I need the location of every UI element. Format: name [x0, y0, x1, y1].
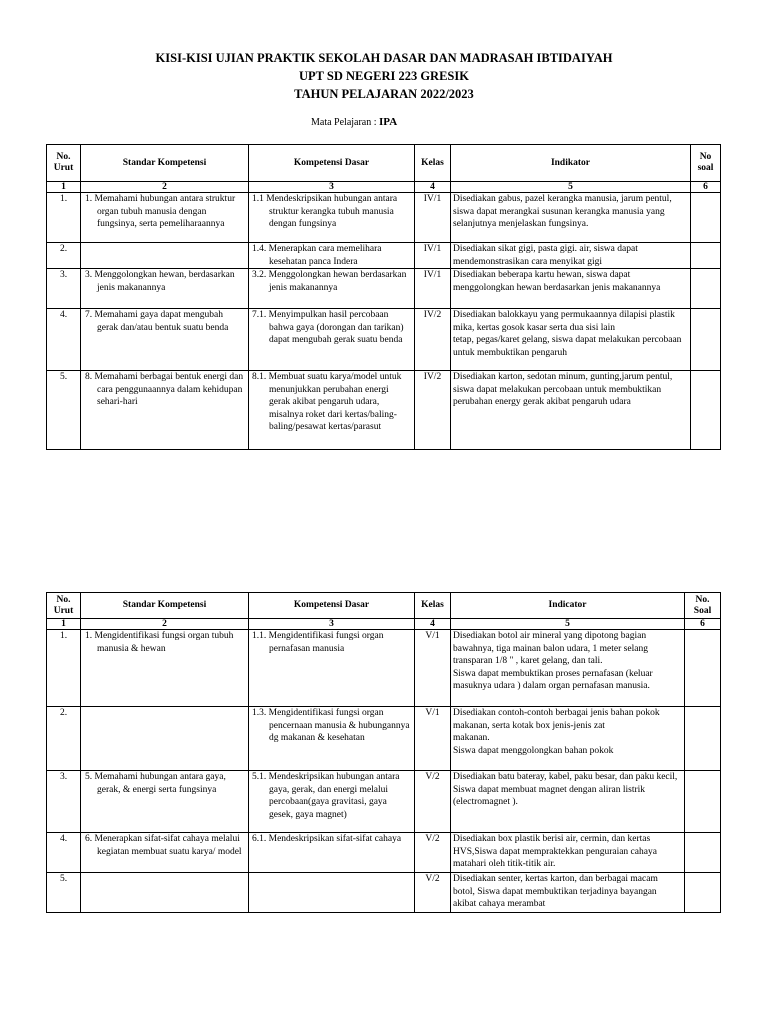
column-number: 6	[685, 619, 721, 630]
row-indikator: Disediakan sikat gigi, pasta gigi. air, siswa dapat mendemonstrasikan cara menyikat gigi	[451, 243, 691, 269]
row-kompetensi-dasar: 3.2. Menggolongkan hewan berdasarkan jenis makanannya	[249, 269, 415, 309]
row-kompetensi-dasar: 5.1. Mendeskripsikan hubungan antara gaya, gerak, dan energi melalui percobaan(gaya gravitasi, gaya gesek, gaya magnet)	[249, 771, 415, 833]
row-kelas: V/1	[415, 630, 451, 707]
header-kelas: Kelas	[415, 145, 451, 182]
row-indikator: Disediakan gabus, pazel kerangka manusia, jarum pentul, siswa dapat merangkai susunan kerangka manusia yang selanjutnya menjelaskan fungsinya.	[451, 193, 691, 243]
table-row	[47, 630, 721, 707]
row-no-soal	[685, 707, 721, 771]
column-number: 4	[415, 619, 451, 630]
table-row	[47, 309, 721, 371]
row-indikator: Disediakan karton, sedotan minum, gunting,jarum pentul, siswa dapat melakukan percobaan untuk membuktikan perubahan energy gerak akibat pengaruh udara	[451, 371, 691, 450]
column-number: 1	[47, 619, 81, 630]
row-no: 5.	[47, 371, 81, 450]
table-row	[47, 371, 721, 450]
header-no-urut: No. Urut	[47, 593, 81, 619]
header-kompetensi-dasar: Kompetensi Dasar	[249, 593, 415, 619]
row-standar-kompetensi: 7. Memahami gaya dapat mengubah gerak dan/atau bentuk suatu benda	[81, 309, 249, 371]
row-no-soal	[691, 371, 721, 450]
row-no-soal	[691, 269, 721, 309]
header-indicator: Indicator	[451, 593, 685, 619]
header-no-soal: No. Soal	[685, 593, 721, 619]
column-number-row	[47, 182, 721, 193]
row-indikator: Disediakan balokkayu yang permukaannya dilapisi plastik mika, kertas gosok kasar serta dua sisi lain tetap, pegas/karet gelang, siswa dapat melakukan percobaan untuk membuktikan pengaruh	[451, 309, 691, 371]
header-standar-kompetensi: Standar Kompetensi	[81, 593, 249, 619]
row-no: 2.	[47, 243, 81, 269]
row-standar-kompetensi: 1. Mengidentifikasi fungsi organ tubuh manusia & hewan	[81, 630, 249, 707]
row-no-soal	[685, 873, 721, 913]
header-standar-kompetensi: Standar Kompetensi	[81, 145, 249, 182]
row-standar-kompetensi: 5. Memahami hubungan antara gaya, gerak, & energi serta fungsinya	[81, 771, 249, 833]
row-kompetensi-dasar: 1.1. Mengidentifikasi fungsi organ pernafasan manusia	[249, 630, 415, 707]
row-no: 1.	[47, 630, 81, 707]
row-kompetensi-dasar: 1.3. Mengidentifikasi fungsi organ pencernaan manusia & hubungannya dg makanan & kesehatan	[249, 707, 415, 771]
table-header-row	[47, 593, 721, 619]
column-number: 6	[691, 182, 721, 193]
kisi-kisi-table-1	[46, 144, 721, 450]
row-standar-kompetensi	[81, 243, 249, 269]
table-row	[47, 193, 721, 243]
row-kompetensi-dasar	[249, 873, 415, 913]
row-indikator: Disediakan beberapa kartu hewan, siswa dapat menggolongkan hewan berdasarkan jenis makanannya	[451, 269, 691, 309]
row-indikator: Disediakan batu bateray, kabel, paku besar, dan paku kecil, Siswa dapat membuat magnet dengan aliran listrik (electromagnet ).	[451, 771, 685, 833]
subject-value: IPA	[379, 116, 398, 128]
row-standar-kompetensi: 6. Menerapkan sifat-sifat cahaya melalui kegiatan membuat suatu karya/ model	[81, 833, 249, 873]
row-kelas: IV/1	[415, 193, 451, 243]
table-row	[47, 243, 721, 269]
column-number: 4	[415, 182, 451, 193]
title-line-1: KISI-KISI UJIAN PRAKTIK SEKOLAH DASAR DAN MADRASAH IBTIDAIYAH	[155, 51, 613, 65]
row-kelas: V/1	[415, 707, 451, 771]
row-no-soal	[691, 193, 721, 243]
table-row	[47, 707, 721, 771]
row-no: 2.	[47, 707, 81, 771]
subject-line	[311, 116, 397, 128]
row-indikator: Disediakan botol air mineral yang dipotong bagian bawahnya, tiga mainan balon udara, 1 meter selang transparan 1/8 " , karet gelang, dan tali. Siswa dapat membuktikan proses pernafasan (keluar masuknya udara ) dalam organ pernafasan manusia.	[451, 630, 685, 707]
row-kelas: IV/2	[415, 309, 451, 371]
row-no: 4.	[47, 833, 81, 873]
row-standar-kompetensi: 3. Menggolongkan hewan, berdasarkan jenis makanannya	[81, 269, 249, 309]
row-kelas: V/2	[415, 833, 451, 873]
row-standar-kompetensi	[81, 873, 249, 913]
header-kompetensi-dasar: Kompetensi Dasar	[249, 145, 415, 182]
column-number: 5	[451, 182, 691, 193]
row-kelas: IV/1	[415, 243, 451, 269]
row-no: 4.	[47, 309, 81, 371]
table-row	[47, 833, 721, 873]
column-number: 3	[249, 182, 415, 193]
column-number-row	[47, 619, 721, 630]
row-no-soal	[691, 243, 721, 269]
table-row	[47, 873, 721, 913]
row-kompetensi-dasar: 6.1. Mendeskripsikan sifat-sifat cahaya	[249, 833, 415, 873]
row-kompetensi-dasar: 7.1. Menyimpulkan hasil percobaan bahwa gaya (dorongan dan tarikan) dapat mengubah gerak suatu benda	[249, 309, 415, 371]
row-standar-kompetensi: 8. Memahami berbagai bentuk energi dan cara penggunaannya dalam kehidupan sehari-hari	[81, 371, 249, 450]
subject-label: Mata Pelajaran :	[311, 117, 380, 128]
row-standar-kompetensi	[81, 707, 249, 771]
row-no: 3.	[47, 771, 81, 833]
header-no-soal: No soal	[691, 145, 721, 182]
column-number: 5	[451, 619, 685, 630]
row-no: 3.	[47, 269, 81, 309]
row-no: 1.	[47, 193, 81, 243]
column-number: 3	[249, 619, 415, 630]
row-indikator: Disediakan senter, kertas karton, dan berbagai macam botol, Siswa dapat membuktikan terjadinya bayangan akibat cahaya merambat	[451, 873, 685, 913]
row-kelas: V/2	[415, 771, 451, 833]
row-indikator: Disediakan contoh-contoh berbagai jenis bahan pokok makanan, serta kotak box jenis-jenis zat makanan. Siswa dapat menggolongkan bahan pokok	[451, 707, 685, 771]
header-no-urut: No. Urut	[47, 145, 81, 182]
table-header-row	[47, 145, 721, 182]
column-number: 2	[81, 182, 249, 193]
column-number: 1	[47, 182, 81, 193]
row-no-soal	[691, 309, 721, 371]
header-indikator: Indikator	[451, 145, 691, 182]
header-kelas: Kelas	[415, 593, 451, 619]
row-no-soal	[685, 771, 721, 833]
row-standar-kompetensi: 1. Memahami hubungan antara struktur organ tubuh manusia dengan fungsinya, serta pemeliharaannya	[81, 193, 249, 243]
document-title	[0, 49, 768, 103]
kisi-kisi-table-2	[46, 592, 721, 913]
table-row	[47, 771, 721, 833]
column-number: 2	[81, 619, 249, 630]
title-line-3: TAHUN PELAJARAN 2022/2023	[294, 87, 474, 101]
row-kompetensi-dasar: 1.4. Menerapkan cara memelihara kesehatan panca Indera	[249, 243, 415, 269]
row-no-soal	[685, 833, 721, 873]
row-indikator: Disediakan box plastik berisi air, cermin, dan kertas HVS,Siswa dapat mempraktekkan penguraian cahaya matahari oleh titik-titik air.	[451, 833, 685, 873]
table-row	[47, 269, 721, 309]
row-kompetensi-dasar: 1.1 Mendeskripsikan hubungan antara struktur kerangka tubuh manusia dengan fungsinya	[249, 193, 415, 243]
row-kelas: V/2	[415, 873, 451, 913]
row-kelas: IV/1	[415, 269, 451, 309]
row-kompetensi-dasar: 8.1. Membuat suatu karya/model untuk menunjukkan perubahan energi gerak akibat pengaruh udara, misalnya roket dari kertas/baling-baling/pesawat kertas/parasut	[249, 371, 415, 450]
title-line-2: UPT SD NEGERI 223 GRESIK	[299, 69, 469, 83]
row-no: 5.	[47, 873, 81, 913]
row-kelas: IV/2	[415, 371, 451, 450]
row-no-soal	[685, 630, 721, 707]
